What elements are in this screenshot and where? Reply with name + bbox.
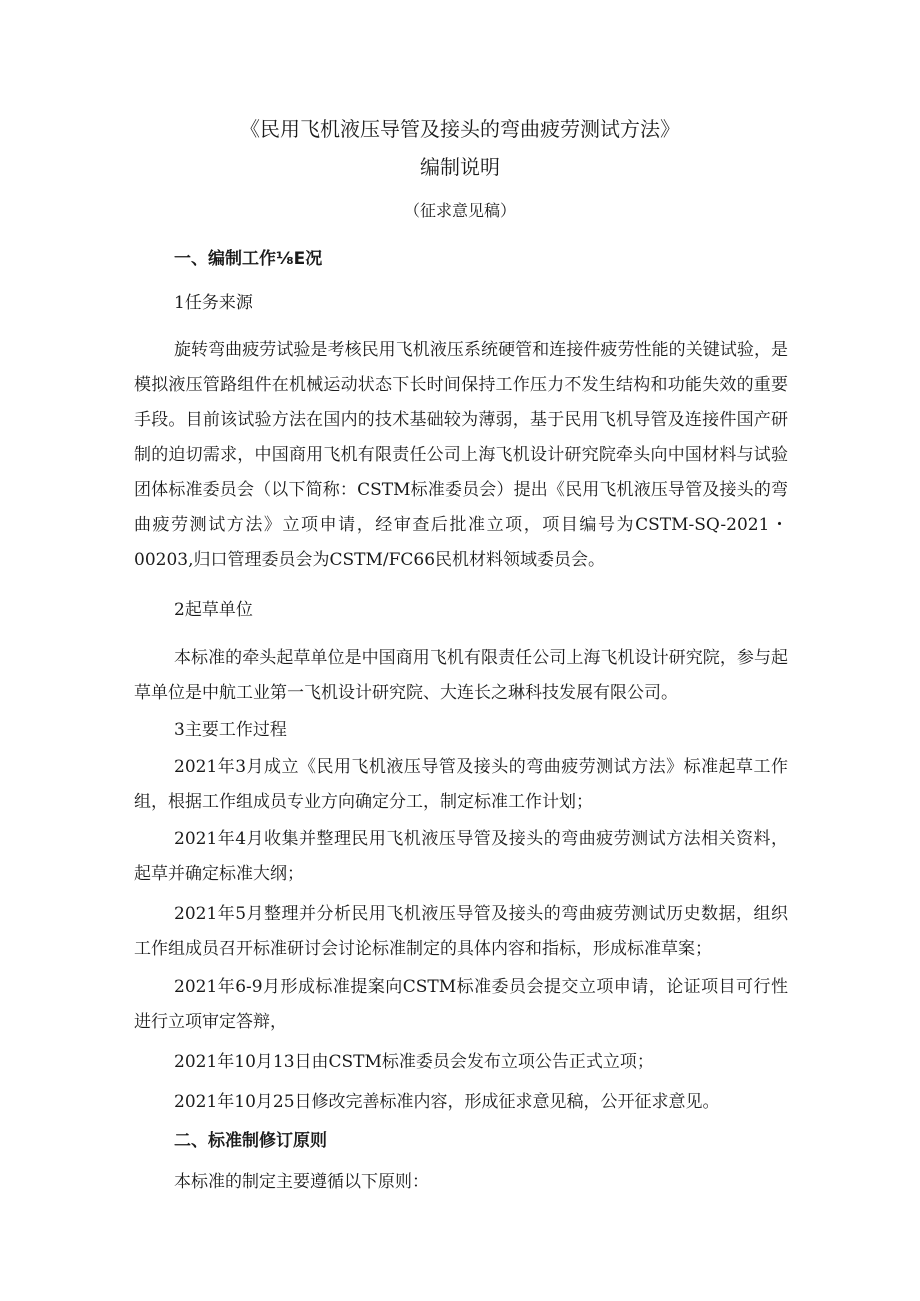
process-item-4: 2021年6-9月形成标准提案向CSTM标准委员会提交立项申请，论证项目可行性进行立项审定答辩， — [134, 977, 788, 1032]
process-item-6: 2021年10月25日修改完善标准内容，形成征求意见稿，公开征求意见。 — [174, 1092, 720, 1112]
document-subtitle: 编制说明 — [420, 155, 500, 179]
document-status: （征求意见稿） — [403, 201, 516, 220]
section-2-intro: 本标准的制定主要遵循以下原则： — [174, 1172, 429, 1192]
task-source-heading: 1任务来源 — [174, 293, 253, 313]
process-item-1: 2021年3月成立《民用飞机液压导管及接头的弯曲疲劳测试方法》标准起草工作组，根据工作组成员专业方向确定分工，制定标准工作计划； — [134, 757, 788, 812]
drafting-unit-paragraph: 本标准的牵头起草单位是中国商用飞机有限责任公司上海飞机设计研究院，参与起草单位是中航工业第一飞机设计研究院、大连长之琳科技发展有限公司。 — [134, 648, 788, 703]
work-process-heading: 3主要工作过程 — [174, 720, 287, 740]
process-item-5: 2021年10月13日由CSTM标准委员会发布立项公告正式立项； — [174, 1052, 654, 1072]
section-1-heading: 一、编制工作⅛E况 — [174, 249, 323, 269]
drafting-unit-heading: 2起草单位 — [174, 600, 253, 620]
section-2-heading: 二、标准制修订原则 — [174, 1131, 327, 1151]
task-source-paragraph: 旋转弯曲疲劳试验是考核民用飞机液压系统硬管和连接件疲劳性能的关键试验，是模拟液压管路组件在机械运动状态下长时间保持工作压力不发生结构和功能失效的重要手段。目前该试验方法在国内的技术基础较为薄弱，基于民用飞机导管及连接件国产研制的迫切需求，中国商用飞机有限责任公司上海飞机设计研究院牵头向中国材料与试验团体标准委员会（以下简称：CSTM标准委员会）提出《民用飞机液压导管及接头的弯曲疲劳测试方法》立项申请，经审查后批准立项，项目编号为CSTM-SQ-2021・00203,归口管理委员会为CSTM/FC66民机材料领域委员会。 — [134, 340, 788, 570]
process-item-3: 2021年5月整理并分析民用飞机液压导管及接头的弯曲疲劳测试历史数据，组织工作组成员召开标准研讨会讨论标准制定的具体内容和指标，形成标准草案； — [134, 904, 788, 959]
process-item-2: 2021年4月收集并整理民用飞机液压导管及接头的弯曲疲劳测试方法相关资料，起草并确定标准大纲； — [134, 829, 788, 884]
document-title: 《民用飞机液压导管及接头的弯曲疲劳测试方法》 — [240, 117, 680, 141]
